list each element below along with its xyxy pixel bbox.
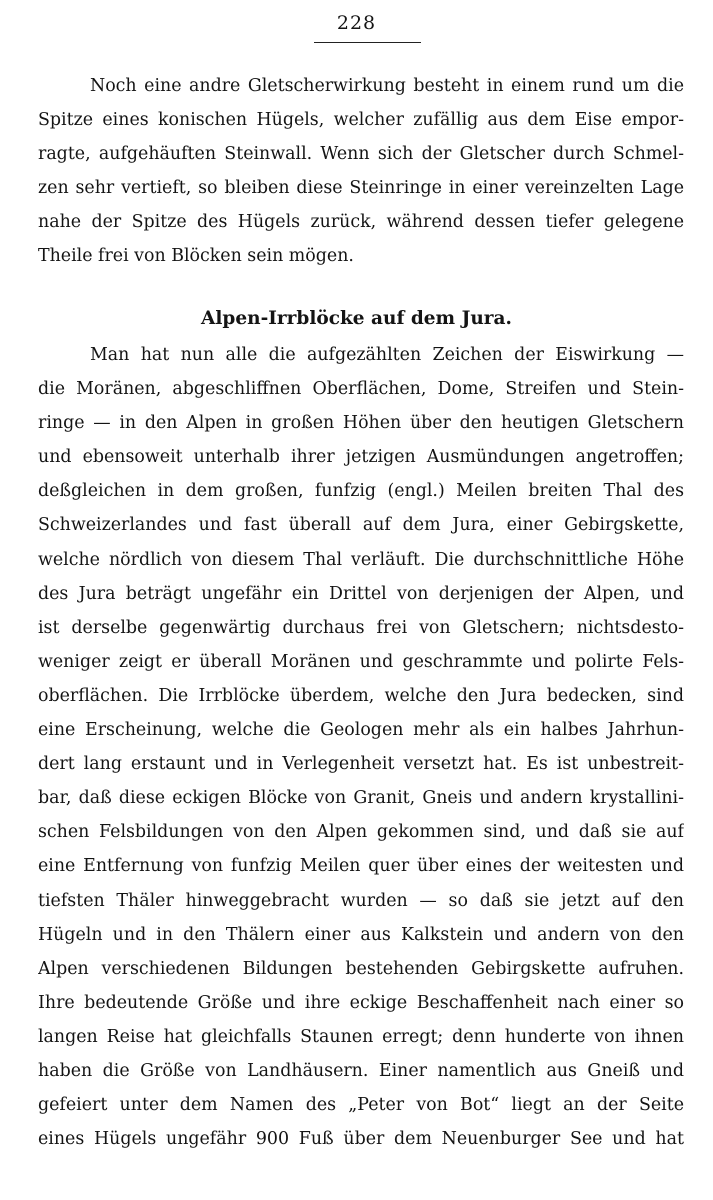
text-line: gefeiert unter dem Namen des „Peter von Bot“ liegt an der Seite	[38, 1095, 684, 1116]
text-line: weniger zeigt er überall Moränen und geschrammte und polirte Fels-	[38, 651, 684, 672]
text-line: Man hat nun alle die aufgezählten Zeichen der Eiswirkung —	[90, 345, 684, 365]
text-line: deßgleichen in dem großen, funfzig (engl.) Meilen breiten Thal des	[38, 481, 684, 502]
text-line: ragte, aufgehäuften Steinwall. Wenn sich der Gletscher durch Schmel-	[38, 144, 684, 165]
text-line: Spitze eines konischen Hügels, welcher zufällig aus dem Eise empor-	[38, 110, 684, 131]
text-line: und ebensoweit unterhalb ihrer jetzigen Ausmündungen angetroffen;	[38, 447, 684, 468]
text-line: Alpen verschiedenen Bildungen bestehenden Gebirgskette aufruhen.	[38, 958, 684, 979]
text-line: die Moränen, abgeschliffnen Oberflächen, Dome, Streifen und Stein-	[38, 379, 684, 400]
text-line: haben die Größe von Landhäusern. Einer namentlich aus Gneiß und	[38, 1060, 684, 1081]
page-number: 228	[336, 12, 377, 34]
text-line: tiefsten Thäler hinweggebracht wurden — so daß sie jetzt auf den	[38, 890, 684, 911]
text-line: oberflächen. Die Irrblöcke überdem, welche den Jura bedecken, sind	[38, 685, 684, 706]
paragraph-gletscherwirkung	[38, 69, 684, 274]
text-line: ringe — in den Alpen in großen Höhen über den heutigen Gletschern	[38, 413, 684, 434]
text-line: nahe der Spitze des Hügels zurück, während dessen tiefer gelegene	[38, 212, 684, 233]
text-line: des Jura beträgt ungefähr ein Drittel von derjenigen der Alpen, und	[38, 583, 684, 604]
text-line: welche nördlich von diesem Thal verläuft. Die durchschnittliche Höhe	[38, 549, 684, 570]
text-line: eines Hügels ungefähr 900 Fuß über dem Neuenburger See und hat	[38, 1129, 684, 1150]
header-rule	[314, 42, 421, 43]
text-line: bar, daß diese eckigen Blöcke von Granit, Gneis und andern krystallini-	[38, 788, 684, 809]
section-heading: Alpen-Irrblöcke auf dem Jura.	[201, 308, 512, 329]
text-line: Noch eine andre Gletscherwirkung besteht in einem rund um die	[90, 76, 684, 96]
text-line: eine Erscheinung, welche die Geologen mehr als ein halbes Jahrhun-	[38, 720, 684, 741]
text-line: ist derselbe gegenwärtig durchaus frei von Gletschern; nichtsdesto-	[38, 617, 684, 638]
text-line: dert lang erstaunt und in Verlegenheit versetzt hat. Es ist unbestreit-	[38, 754, 684, 775]
paragraph-irrbloecke	[38, 338, 684, 1156]
text-line: eine Entfernung von funfzig Meilen quer über eines der weitesten und	[38, 856, 684, 877]
text-line: zen sehr vertieft, so bleiben diese Steinringe in einer vereinzelten Lage	[38, 178, 684, 199]
text-line: schen Felsbildungen von den Alpen gekommen sind, und daß sie auf	[38, 822, 684, 843]
text-line: Ihre bedeutende Größe und ihre eckige Beschaffenheit nach einer so	[38, 992, 684, 1013]
text-line: langen Reise hat gleichfalls Staunen erregt; denn hunderte von ihnen	[38, 1026, 684, 1047]
text-line: Hügeln und in den Thälern einer aus Kalkstein und andern von den	[38, 924, 684, 945]
text-line: Theile frei von Blöcken sein mögen.	[38, 246, 354, 267]
text-line: Schweizerlandes und fast überall auf dem Jura, einer Gebirgskette,	[38, 515, 684, 536]
